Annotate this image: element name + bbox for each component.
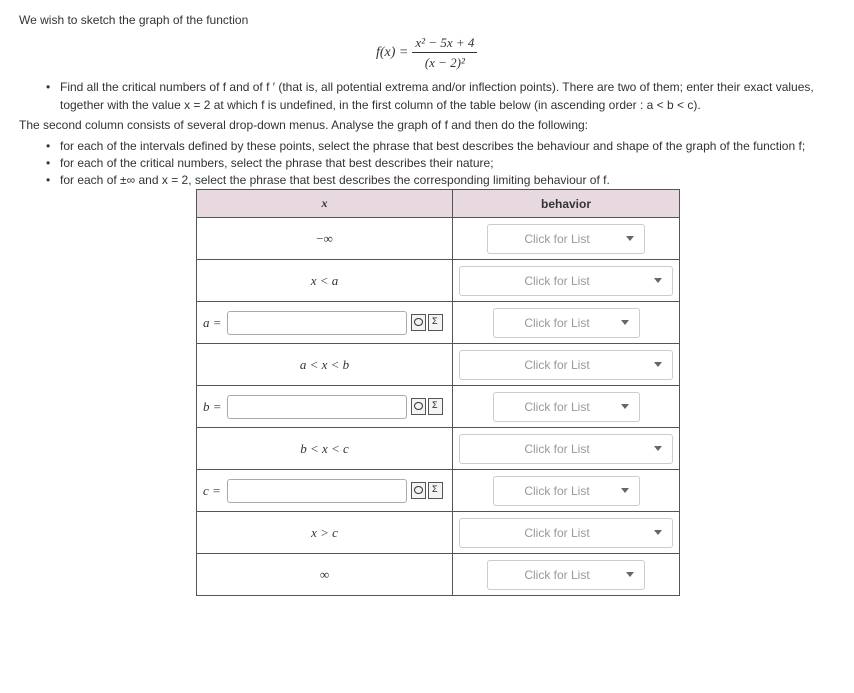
chevron-down-icon [626,236,634,241]
chevron-down-icon [621,404,629,409]
table-row [197,428,680,470]
a-label: a = [203,314,222,330]
instructions-list [42,78,832,114]
step-limits: • for each of ±∞ and x = 2, select the phrase that best describes the corresponding limiting behaviour of f. [42,172,805,189]
intro-text: We wish to sketch the graph of the function [19,13,249,27]
preview-icon[interactable] [411,314,426,331]
row-label-b-lt-x-lt-c: b < x < c [197,428,453,470]
behavior-dropdown-a[interactable]: Click for List [493,308,640,338]
behavior-cell [453,554,680,596]
steps-list [42,138,805,189]
header-behavior: behavior [453,190,680,218]
behavior-cell [453,344,680,386]
chevron-down-icon [621,488,629,493]
behavior-dropdown-x-lt-a[interactable]: Click for List [459,266,673,296]
behavior-dropdown-neg-inf[interactable]: Click for List [487,224,645,254]
preview-icon[interactable] [411,398,426,415]
table-row [197,260,680,302]
behavior-cell [453,260,680,302]
behavior-dropdown-a-lt-x-lt-b[interactable]: Click for List [459,350,673,380]
row-label-a-lt-x-lt-b: a < x < b [197,344,453,386]
formula-numerator: x² − 5x + 4 [415,35,475,50]
input-cell-c [197,470,453,512]
behavior-cell [453,470,680,512]
behavior-cell [453,386,680,428]
b-input[interactable] [227,395,407,419]
chevron-down-icon [654,278,662,283]
equation-editor-icon[interactable] [428,482,443,499]
formula-denominator: (x − 2)² [424,55,465,70]
b-label: b = [203,398,222,414]
instruction-critical-numbers [42,78,832,114]
table-header-row [197,190,680,218]
step-intervals: • for each of the intervals defined by these points, select the phrase that best describes the behaviour and shape of the graph of the function f; [42,138,805,155]
step-critical-numbers: • for each of the critical numbers, select the phrase that best describes their nature; [42,155,805,172]
behavior-cell [453,218,680,260]
table-row [197,512,680,554]
row-label-x-lt-a: x < a [197,260,453,302]
table-row [197,554,680,596]
chevron-down-icon [626,572,634,577]
row-label-x-gt-c: x > c [197,512,453,554]
second-column-text: The second column consists of several drop-down menus. Analyse the graph of f and then do the following: [19,118,589,132]
answer-table [196,189,680,596]
behavior-dropdown-x-gt-c[interactable]: Click for List [459,518,673,548]
formula-fraction [412,34,477,71]
header-x: x [197,190,453,218]
a-input[interactable] [227,311,407,335]
table-row [197,470,680,512]
table-row [197,218,680,260]
behavior-cell [453,512,680,554]
row-label-neg-inf: −∞ [197,218,453,260]
table-row [197,302,680,344]
chevron-down-icon [654,530,662,535]
preview-icon[interactable] [411,482,426,499]
formula-lhs: f(x) = [376,44,409,60]
c-input[interactable] [227,479,407,503]
behavior-cell [453,302,680,344]
c-label: c = [203,482,221,498]
chevron-down-icon [621,320,629,325]
input-cell-b [197,386,453,428]
equation-editor-icon[interactable] [428,314,443,331]
input-cell-a [197,302,453,344]
fraction-bar [412,52,477,53]
function-formula [376,34,477,71]
behavior-dropdown-b[interactable]: Click for List [493,392,640,422]
behavior-dropdown-c[interactable]: Click for List [493,476,640,506]
table-row [197,386,680,428]
chevron-down-icon [654,362,662,367]
behavior-dropdown-pos-inf[interactable]: Click for List [487,560,645,590]
table-row [197,344,680,386]
behavior-dropdown-b-lt-x-lt-c[interactable]: Click for List [459,434,673,464]
behavior-cell [453,428,680,470]
instruction-line-1: Find all the critical numbers of f and of f ′ (that is, all potential extrema and/or inflection points). There are two of them; enter their exact values, [60,80,814,94]
row-label-pos-inf: ∞ [197,554,453,596]
chevron-down-icon [654,446,662,451]
equation-editor-icon[interactable] [428,398,443,415]
instruction-line-2: together with the value x = 2 at which f is undefined, in the first column of the table below (in ascending order : a < b < c). [60,98,701,112]
